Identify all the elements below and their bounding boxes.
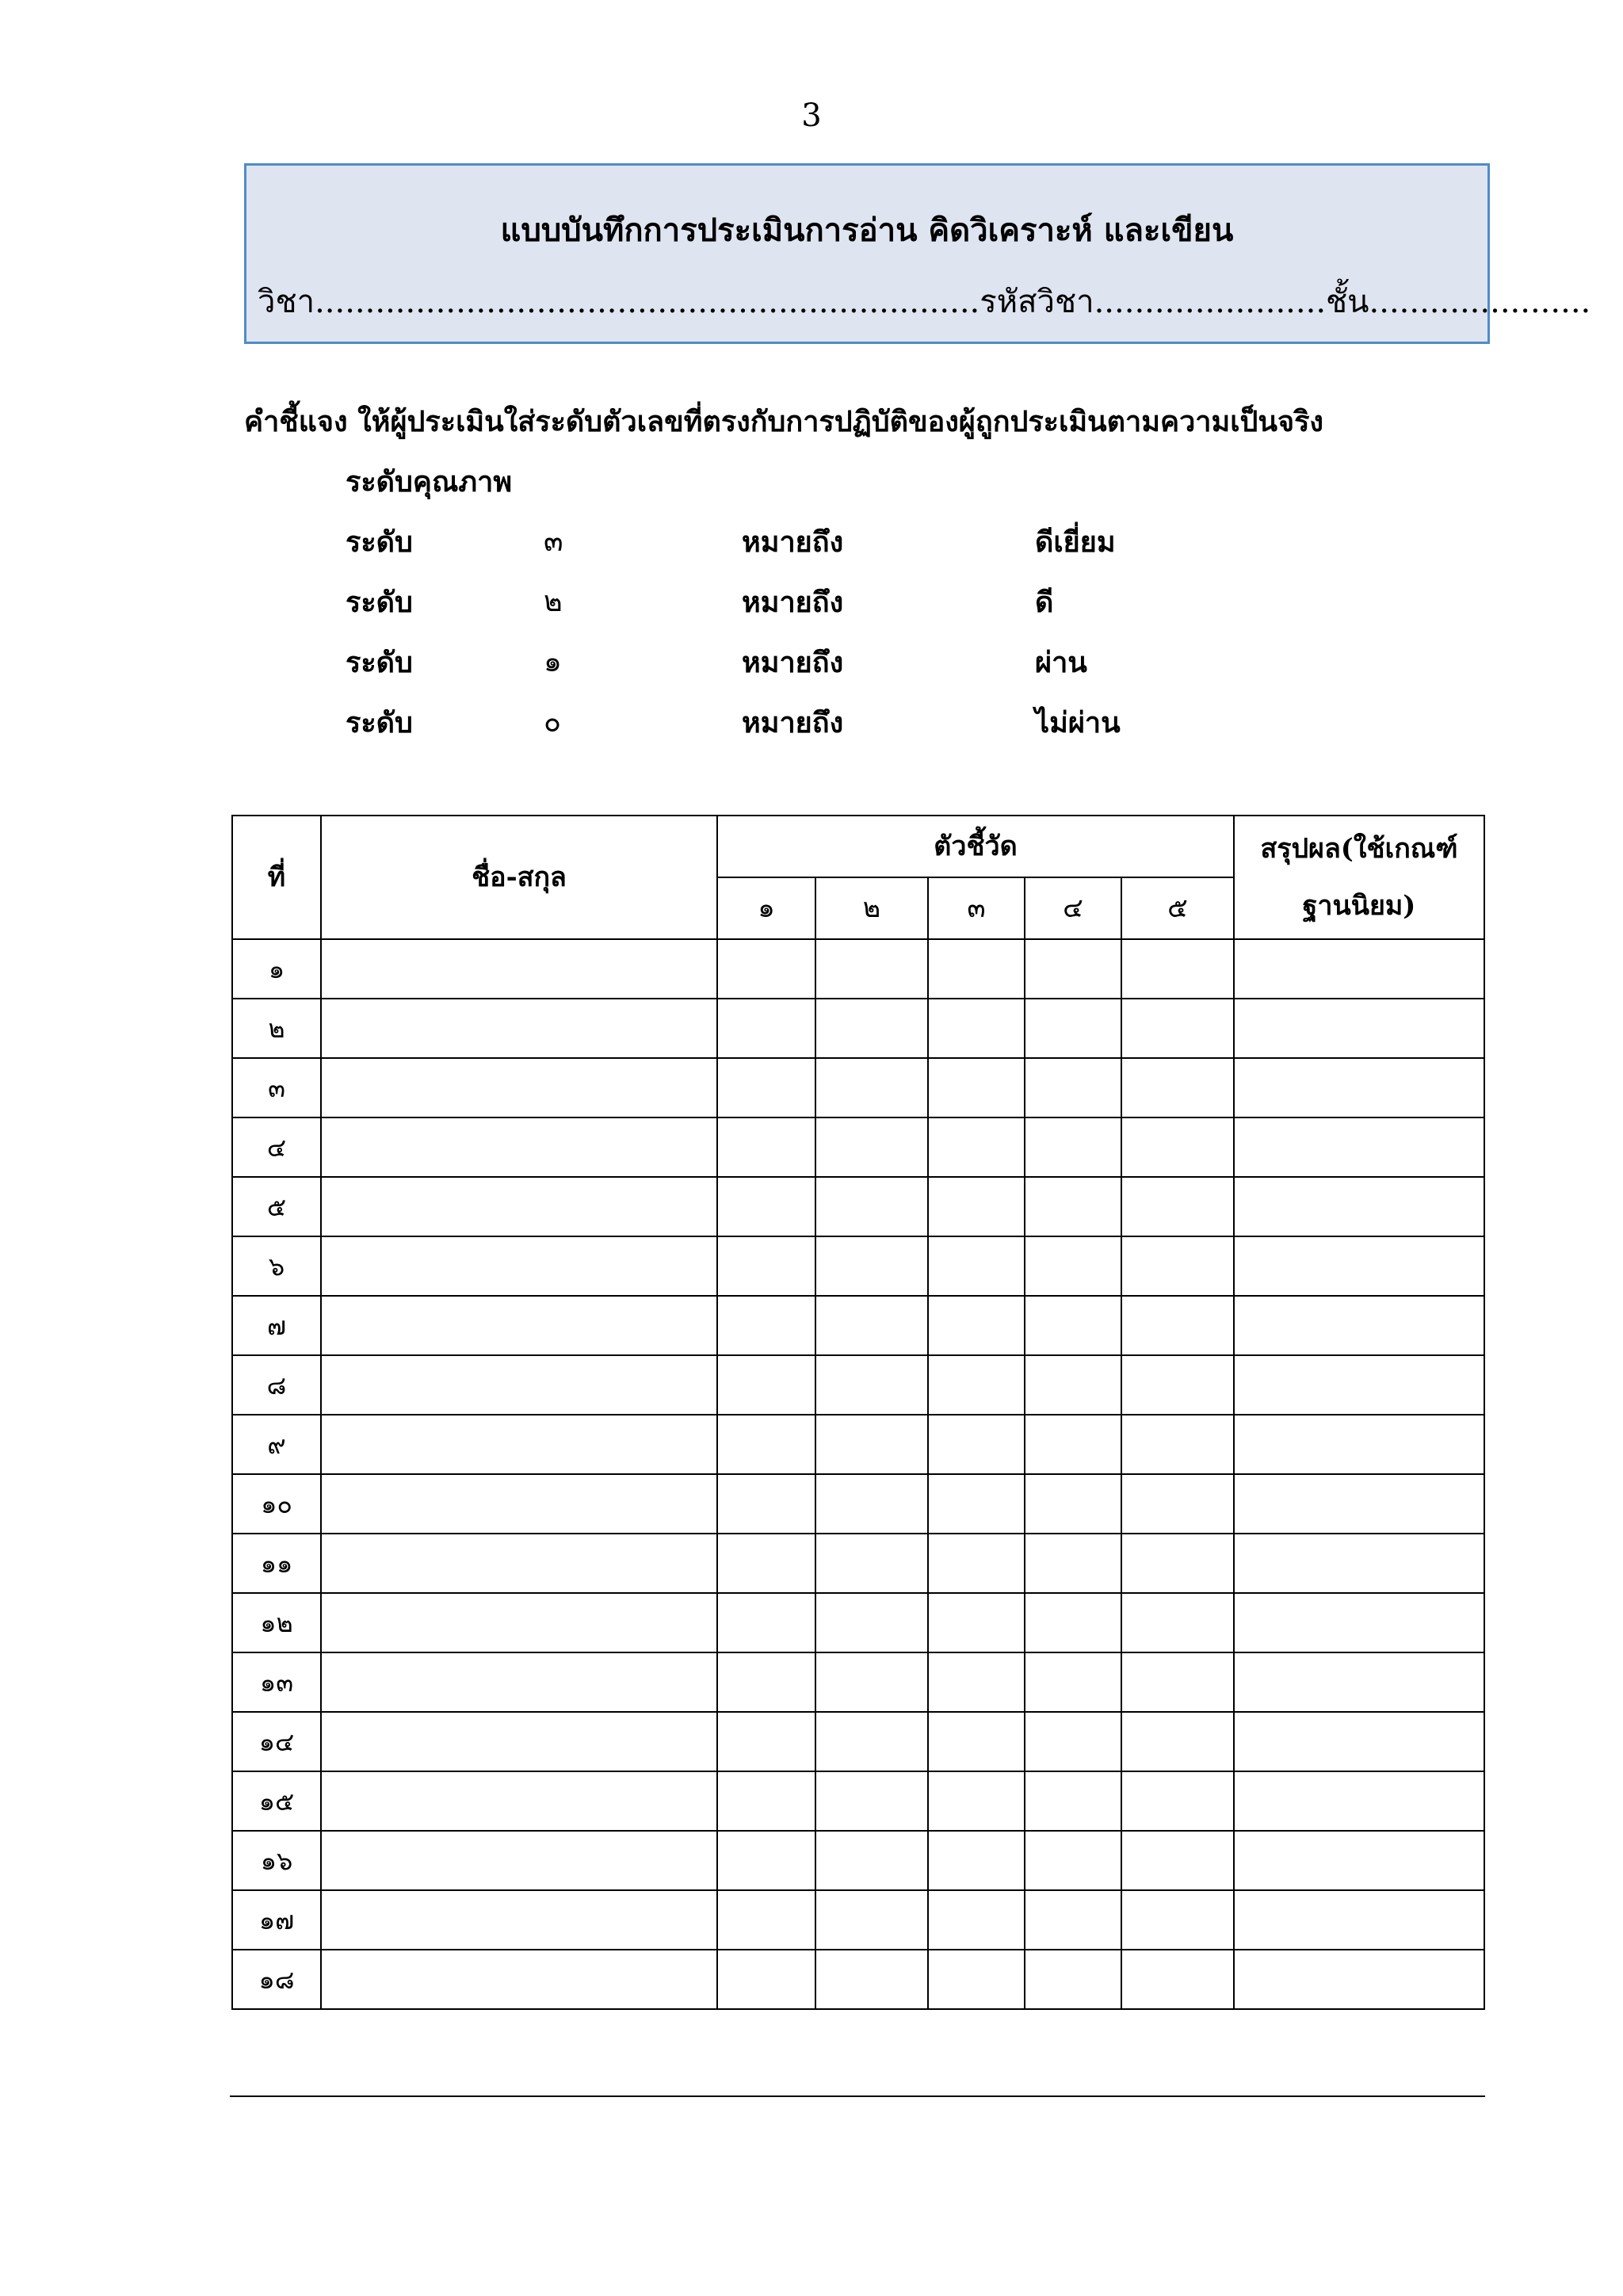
indicator-score-cell[interactable] [1025, 1117, 1121, 1177]
level-number: ๒ [544, 586, 563, 618]
level-means: หมายถึง [742, 706, 844, 739]
summary-cell[interactable] [1234, 1712, 1484, 1771]
indicator-score-cell[interactable] [1025, 1177, 1121, 1236]
level-word: ระดับ [346, 646, 413, 679]
indicator-score-cell[interactable] [1025, 1534, 1121, 1593]
indicator-score-cell[interactable] [1121, 999, 1234, 1058]
indicator-score-cell[interactable] [928, 1950, 1025, 2009]
indicator-score-cell[interactable] [1121, 1950, 1234, 2009]
table-row [232, 1117, 1484, 1177]
indicator-score-cell[interactable] [815, 999, 928, 1058]
indicator-score-cell[interactable] [717, 1534, 815, 1593]
level-row [346, 520, 1296, 564]
indicator-score-cell[interactable] [815, 1415, 928, 1474]
row-number: ๒ [232, 999, 321, 1058]
indicator-score-cell[interactable] [928, 1415, 1025, 1474]
indicator-score-cell[interactable] [717, 1474, 815, 1534]
indicator-score-cell[interactable] [717, 1296, 815, 1355]
summary-header-line-1: สรุปผล(ใช้เกณฑ์ [1260, 833, 1458, 865]
indicator-score-cell[interactable] [928, 1593, 1025, 1652]
indicator-score-cell[interactable] [1025, 1652, 1121, 1712]
form-title-box [244, 163, 1591, 344]
indicator-score-cell[interactable] [717, 999, 815, 1058]
indicator-score-cell[interactable] [717, 1593, 815, 1652]
indicator-score-cell[interactable] [928, 1534, 1025, 1593]
level-row [346, 640, 1296, 685]
row-number: ๑๔ [232, 1712, 321, 1771]
table-row [232, 1771, 1484, 1831]
table-row [232, 1415, 1484, 1474]
name-cell[interactable] [321, 1831, 717, 1890]
indicator-score-cell[interactable] [815, 1058, 928, 1117]
indicator-score-cell[interactable] [928, 1296, 1025, 1355]
row-number: ๕ [232, 1177, 321, 1236]
table-row [232, 1534, 1484, 1593]
indicator-score-cell[interactable] [815, 939, 928, 999]
indicator-score-cell[interactable] [815, 1355, 928, 1415]
indicator-score-cell[interactable] [928, 1771, 1025, 1831]
summary-cell[interactable] [1234, 939, 1484, 999]
level-description: ผ่าน [1035, 646, 1087, 679]
summary-header-line-2: ฐานนิยม) [1302, 890, 1416, 922]
name-cell[interactable] [321, 1296, 717, 1355]
table-row [232, 1058, 1484, 1117]
indicator-score-cell[interactable] [928, 1474, 1025, 1534]
indicator-score-cell[interactable] [815, 1712, 928, 1771]
indicator-header: ๒ [815, 877, 928, 939]
indicator-score-cell[interactable] [928, 1236, 1025, 1296]
indicator-score-cell[interactable] [815, 1950, 928, 2009]
indicator-score-cell[interactable] [1121, 1236, 1234, 1296]
level-row [346, 580, 1296, 625]
indicator-score-cell[interactable] [1121, 1712, 1234, 1771]
indicator-score-cell[interactable] [717, 1177, 815, 1236]
name-cell[interactable] [321, 1712, 717, 1771]
indicator-score-cell[interactable] [815, 1177, 928, 1236]
indicator-score-cell[interactable] [1025, 1058, 1121, 1117]
indicator-header: ๑ [717, 877, 815, 939]
row-number: ๑๗ [232, 1890, 321, 1950]
indicator-score-cell[interactable] [815, 1534, 928, 1593]
name-cell[interactable] [321, 1415, 717, 1474]
indicator-score-cell[interactable] [815, 1593, 928, 1652]
indicator-score-cell[interactable] [928, 1831, 1025, 1890]
indicator-score-cell[interactable] [1121, 1415, 1234, 1474]
indicator-score-cell[interactable] [1121, 1355, 1234, 1415]
subject-code-class-fields: วิชา..................................................................รหัสวิชา.......................ชั้น...................... [258, 284, 1591, 320]
indicator-score-cell[interactable] [815, 1652, 928, 1712]
table-body [232, 939, 1484, 2009]
level-description: ดีเยี่ยม [1035, 525, 1116, 559]
indicator-score-cell[interactable] [1025, 1712, 1121, 1771]
indicator-score-cell[interactable] [815, 1771, 928, 1831]
indicator-score-cell[interactable] [717, 1771, 815, 1831]
indicator-score-cell[interactable] [1025, 1771, 1121, 1831]
row-number: ๑๕ [232, 1771, 321, 1831]
row-number: ๑๒ [232, 1593, 321, 1652]
indicator-score-cell[interactable] [928, 1712, 1025, 1771]
assessment-table [231, 815, 1485, 2010]
indicator-score-cell[interactable] [928, 1652, 1025, 1712]
indicator-score-cell[interactable] [815, 1117, 928, 1177]
level-description: ดี [1035, 586, 1054, 619]
row-number: ๘ [232, 1355, 321, 1415]
indicator-score-cell[interactable] [717, 1236, 815, 1296]
indicator-score-cell[interactable] [1121, 1474, 1234, 1534]
indicator-score-cell[interactable] [815, 1890, 928, 1950]
indicator-score-cell[interactable] [1025, 1236, 1121, 1296]
level-word: ระดับ [346, 706, 413, 739]
name-cell[interactable] [321, 1058, 717, 1117]
indicator-score-cell[interactable] [717, 1950, 815, 2009]
table-row [232, 1593, 1484, 1652]
summary-cell[interactable] [1234, 1593, 1484, 1652]
level-word: ระดับ [346, 586, 413, 619]
indicator-score-cell[interactable] [717, 1890, 815, 1950]
indicator-score-cell[interactable] [717, 1117, 815, 1177]
indicator-header: ๕ [1121, 877, 1234, 939]
summary-cell[interactable] [1234, 1355, 1484, 1415]
name-cell[interactable] [321, 1950, 717, 2009]
indicator-header: ๓ [928, 877, 1025, 939]
summary-cell[interactable] [1234, 1058, 1484, 1117]
indicator-score-cell[interactable] [717, 1355, 815, 1415]
indicator-score-cell[interactable] [1121, 1296, 1234, 1355]
row-number: ๙ [232, 1415, 321, 1474]
level-row [346, 701, 1296, 745]
indicator-score-cell[interactable] [815, 1296, 928, 1355]
table-row [232, 1177, 1484, 1236]
indicator-score-cell[interactable] [1025, 1296, 1121, 1355]
summary-cell[interactable] [1234, 1177, 1484, 1236]
table-row [232, 1236, 1484, 1296]
indicator-score-cell[interactable] [1025, 1831, 1121, 1890]
summary-cell[interactable] [1234, 999, 1484, 1058]
form-title: แบบบันทึกการประเมินการอ่าน คิดวิเคราะห์ และเขียน [500, 212, 1234, 249]
row-number: ๗ [232, 1296, 321, 1355]
indicator-score-cell[interactable] [815, 1831, 928, 1890]
indicator-score-cell[interactable] [717, 1712, 815, 1771]
indicator-score-cell[interactable] [928, 939, 1025, 999]
name-cell[interactable] [321, 1236, 717, 1296]
indicator-score-cell[interactable] [928, 1117, 1025, 1177]
indicator-score-cell[interactable] [1121, 1890, 1234, 1950]
level-word: ระดับ [346, 525, 413, 559]
indicator-score-cell[interactable] [815, 1474, 928, 1534]
row-number: ๑๐ [232, 1474, 321, 1534]
indicator-score-cell[interactable] [928, 1890, 1025, 1950]
indicator-score-cell[interactable] [717, 1415, 815, 1474]
indicator-score-cell[interactable] [1121, 1771, 1234, 1831]
table-row [232, 1950, 1484, 2009]
indicator-score-cell[interactable] [1121, 1534, 1234, 1593]
row-number: ๑ [232, 939, 321, 999]
name-cell[interactable] [321, 1534, 717, 1593]
indicator-score-cell[interactable] [1025, 1355, 1121, 1415]
name-cell[interactable] [321, 1117, 717, 1177]
summary-cell[interactable] [1234, 1771, 1484, 1831]
column-header-name: ชื่อ-สกุล [321, 816, 717, 939]
indicator-score-cell[interactable] [1025, 1593, 1121, 1652]
row-number: ๔ [232, 1117, 321, 1177]
indicator-score-cell[interactable] [1025, 1415, 1121, 1474]
name-cell[interactable] [321, 1652, 717, 1712]
name-cell[interactable] [321, 939, 717, 999]
indicator-score-cell[interactable] [1025, 939, 1121, 999]
level-means: หมายถึง [742, 525, 844, 559]
indicator-score-cell[interactable] [1121, 1117, 1234, 1177]
table-row [232, 1652, 1484, 1712]
name-cell[interactable] [321, 1177, 717, 1236]
level-number: ๑ [544, 646, 562, 678]
summary-cell[interactable] [1234, 1950, 1484, 2009]
table-row [232, 1474, 1484, 1534]
indicator-score-cell[interactable] [1121, 1058, 1234, 1117]
level-description: ไม่ผ่าน [1035, 706, 1121, 739]
indicator-score-cell[interactable] [928, 1355, 1025, 1415]
bottom-rule [230, 2095, 1485, 2097]
quality-levels-heading: ระดับคุณภาพ [346, 465, 513, 499]
indicator-score-cell[interactable] [717, 939, 815, 999]
row-number: ๑๘ [232, 1950, 321, 2009]
level-number: ๐ [544, 706, 561, 739]
level-means: หมายถึง [742, 586, 844, 619]
row-number: ๖ [232, 1236, 321, 1296]
summary-cell[interactable] [1234, 1652, 1484, 1712]
indicator-score-cell[interactable] [717, 1058, 815, 1117]
name-cell[interactable] [321, 1355, 717, 1415]
table-row [232, 939, 1484, 999]
indicator-score-cell[interactable] [1121, 1593, 1234, 1652]
summary-cell[interactable] [1234, 1117, 1484, 1177]
name-cell[interactable] [321, 999, 717, 1058]
table-row [232, 1890, 1484, 1950]
name-cell[interactable] [321, 1593, 717, 1652]
level-number: ๓ [544, 525, 563, 558]
table-row [232, 1296, 1484, 1355]
indicator-header: ๔ [1025, 877, 1121, 939]
indicator-score-cell[interactable] [928, 1177, 1025, 1236]
column-header-number: ที่ [232, 816, 321, 939]
indicator-score-cell[interactable] [1025, 1950, 1121, 2009]
indicator-score-cell[interactable] [1025, 999, 1121, 1058]
row-number: ๑๑ [232, 1534, 321, 1593]
summary-cell[interactable] [1234, 1890, 1484, 1950]
name-cell[interactable] [321, 1474, 717, 1534]
table-row [232, 1712, 1484, 1771]
row-number: ๑๓ [232, 1652, 321, 1712]
indicator-score-cell[interactable] [815, 1236, 928, 1296]
indicator-score-cell[interactable] [717, 1652, 815, 1712]
level-means: หมายถึง [742, 646, 844, 679]
name-cell[interactable] [321, 1771, 717, 1831]
table-row [232, 1831, 1484, 1890]
summary-cell[interactable] [1234, 1296, 1484, 1355]
indicator-score-cell[interactable] [717, 1831, 815, 1890]
row-number: ๓ [232, 1058, 321, 1117]
indicator-score-cell[interactable] [1121, 1652, 1234, 1712]
summary-cell[interactable] [1234, 1236, 1484, 1296]
column-header-indicators: ตัวชี้วัด [717, 816, 1234, 877]
name-cell[interactable] [321, 1890, 717, 1950]
indicator-score-cell[interactable] [928, 1058, 1025, 1117]
row-number: ๑๖ [232, 1831, 321, 1890]
table-row [232, 999, 1484, 1058]
indicator-score-cell[interactable] [928, 999, 1025, 1058]
summary-cell[interactable] [1234, 1831, 1484, 1890]
summary-cell[interactable] [1234, 1415, 1484, 1474]
indicator-score-cell[interactable] [1121, 1831, 1234, 1890]
summary-cell[interactable] [1234, 1534, 1484, 1593]
summary-cell[interactable] [1234, 1474, 1484, 1534]
column-header-summary [1234, 816, 1484, 939]
indicator-score-cell[interactable] [1121, 1177, 1234, 1236]
instruction-text: คำชี้แจง ให้ผู้ประเมินใส่ระดับตัวเลขที่ตรงกับการปฏิบัติของผู้ถูกประเมินตามความเป็นจริง [244, 405, 1324, 438]
indicator-score-cell[interactable] [1121, 939, 1234, 999]
page-number: 3 [801, 97, 822, 134]
table-row [232, 1355, 1484, 1415]
indicator-score-cell[interactable] [1025, 1890, 1121, 1950]
indicator-score-cell[interactable] [1025, 1474, 1121, 1534]
